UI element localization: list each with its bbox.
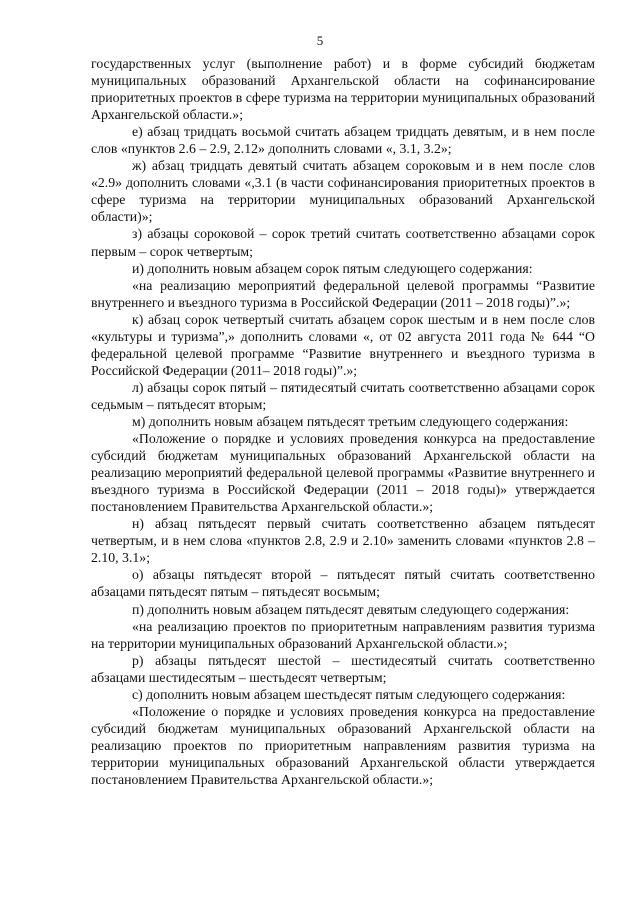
paragraph: п) дополнить новым абзацем пятьдесят девятым следующего содержания: bbox=[132, 601, 570, 617]
paragraph: «Положение о порядке и условиях проведения конкурса на предоставление субсидий бюджетам муниципальных образований Архангельской области на реализацию проектов по приоритетным направлениям развития туризма на территории муниципальных образований Архангельской области утверждается постановлением Правительства Архангельской области.»; bbox=[91, 703, 595, 787]
paragraph: и) дополнить новым абзацем сорок пятым следующего содержания: bbox=[132, 260, 533, 276]
paragraph: м) дополнить новым абзацем пятьдесят третьим следующего содержания: bbox=[132, 413, 569, 429]
paragraph: с) дополнить новым абзацем шестьдесят пятым следующего содержания: bbox=[132, 686, 566, 702]
paragraph: н) абзац пятьдесят первый считать соответственно абзацем пятьдесят четвертым, и в нем слова «пунктов 2.8, 2.9 и 2.10» заменить словами «пунктов 2.8 – 2.10, 3.1»; bbox=[91, 516, 595, 566]
page-number: 5 bbox=[316, 33, 324, 48]
paragraph: «Положение о порядке и условиях проведения конкурса на предоставление субсидий бюджетам муниципальных образований Архангельской области на реализацию мероприятий федеральной целевой программы «Развитие внутреннего и въездного туризма в Российской Федерации (2011 – 2018 годы)» утверждается постановлением Правительства Архангельской области.»; bbox=[91, 431, 595, 515]
document-body bbox=[91, 55, 595, 788]
paragraph: государственных услуг (выполнение работ) и в форме субсидий бюджетам муниципальных образований Архангельской области на софинансирование приоритетных проектов в сфере туризма на территории муниципальных образований Архангельской области.»; bbox=[91, 56, 595, 123]
paragraph: «на реализацию проектов по приоритетным направлениям развития туризма на территории муниципальных образований Архангельской области.»; bbox=[91, 618, 595, 651]
paragraph: р) абзацы пятьдесят шестой – шестидесятый считать соответственно абзацами шестидесятым – шестьдесят четвертым; bbox=[91, 652, 595, 685]
paragraph: «на реализацию мероприятий федеральной целевой программы “Развитие внутреннего и въездного туризма в Российской Федерации (2011 – 2018 годы)”.»; bbox=[91, 277, 595, 310]
paragraph: з) абзацы сороковой – сорок третий считать соответственно абзацами сорок первым – сорок четвертым; bbox=[91, 226, 595, 259]
paragraph: л) абзацы сорок пятый – пятидесятый считать соответственно абзацами сорок седьмым – пятьдесят вторым; bbox=[91, 379, 595, 412]
paragraph: о) абзацы пятьдесят второй – пятьдесят пятый считать соответственно абзацами пятьдесят пятым – пятьдесят восьмым; bbox=[91, 567, 595, 600]
paragraph: е) абзац тридцать восьмой считать абзацем тридцать девятым, и в нем после слов «пунктов 2.6 – 2.9, 2.12» дополнить словами «, 3.1, 3.2»; bbox=[91, 124, 595, 157]
paragraph: к) абзац сорок четвертый считать абзацем сорок шестым и в нем после слов «культуры и туризма”,» дополнить словами «, от 02 августа 2011 года № 644 “О федеральной целевой программе “Развитие внутреннего и въездного туризма в Российской Федерации (2011– 2018 годы)”.»; bbox=[91, 311, 595, 378]
paragraph: ж) абзац тридцать девятый считать абзацем сороковым и в нем после слов «2.9» дополнить словами «,3.1 (в части софинансирования приоритетных проектов в сфере туризма на территории муниципальных образований Архангельской области)»; bbox=[91, 158, 595, 225]
